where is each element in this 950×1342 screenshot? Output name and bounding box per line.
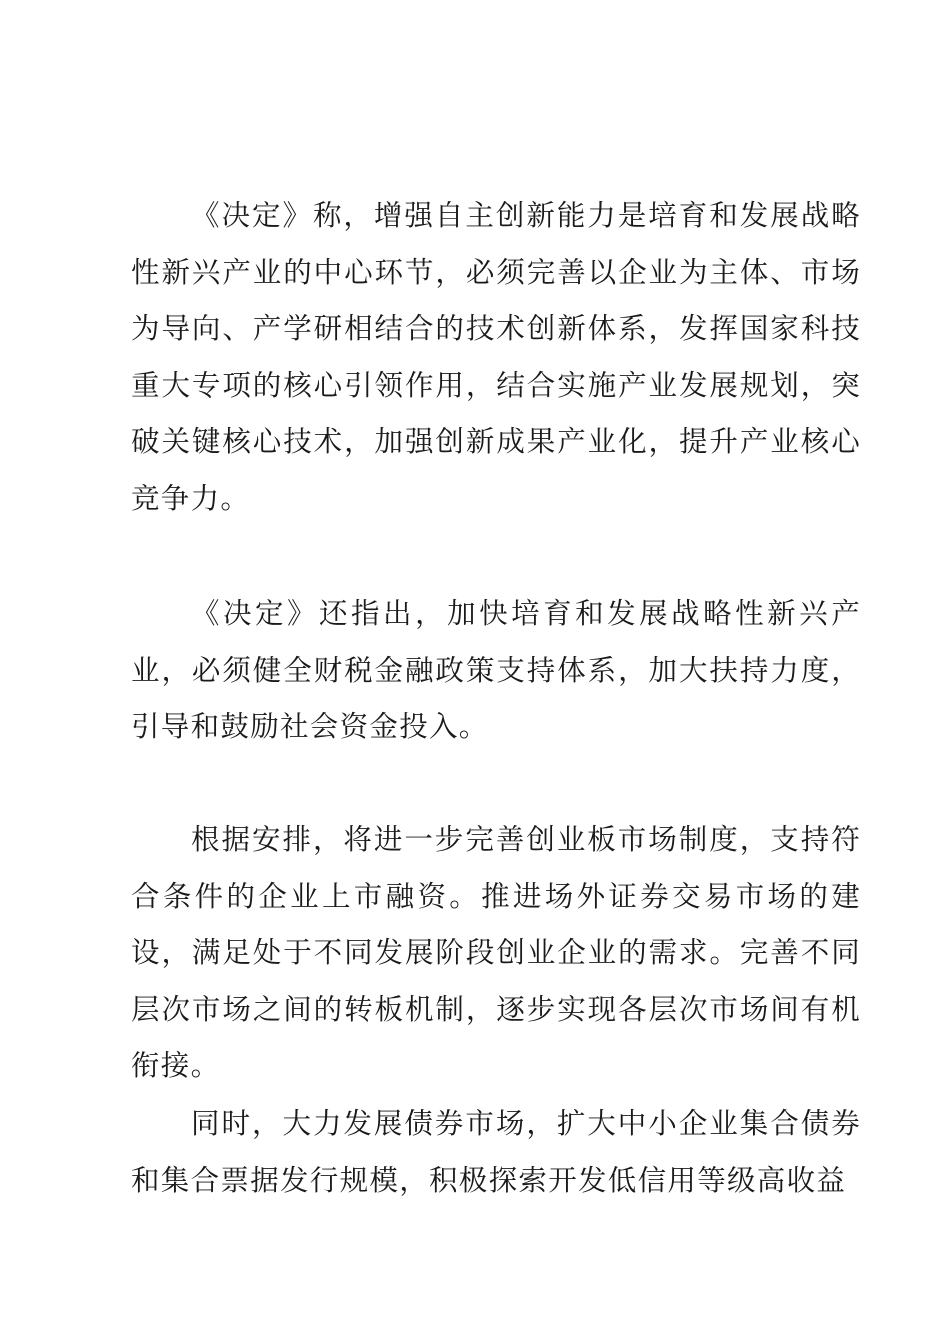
paragraph-bond-market: 同时，大力发展债券市场，扩大中小企业集合债券和集合票据发行规模，积极探索开发低信用等级高收益 — [131, 1107, 861, 1197]
paragraph-fiscal-policy: 《决定》还指出，加快培育和发展战略性新兴产业，必须健全财税金融政策支持体系，加大扶持力度，引导和鼓励社会资金投入。 — [131, 597, 861, 743]
paragraph-growth-board: 根据安排，将进一步完善创业板市场制度，支持符合条件的企业上市融资。推进场外证券交易市场的建设，满足处于不同发展阶段创业企业的需求。完善不同层次市场之间的转板机制，逐步实现各层次市场间有机衔接。 — [131, 823, 861, 1082]
paragraph-innovation: 《决定》称，增强自主创新能力是培育和发展战略性新兴产业的中心环节，必须完善以企业为主体、市场为导向、产学研相结合的技术创新体系，发挥国家科技重大专项的核心引领作用，结合实施产业发展规划，突破关键核心技术，加强创新成果产业化，提升产业核心竞争力。 — [131, 199, 861, 515]
